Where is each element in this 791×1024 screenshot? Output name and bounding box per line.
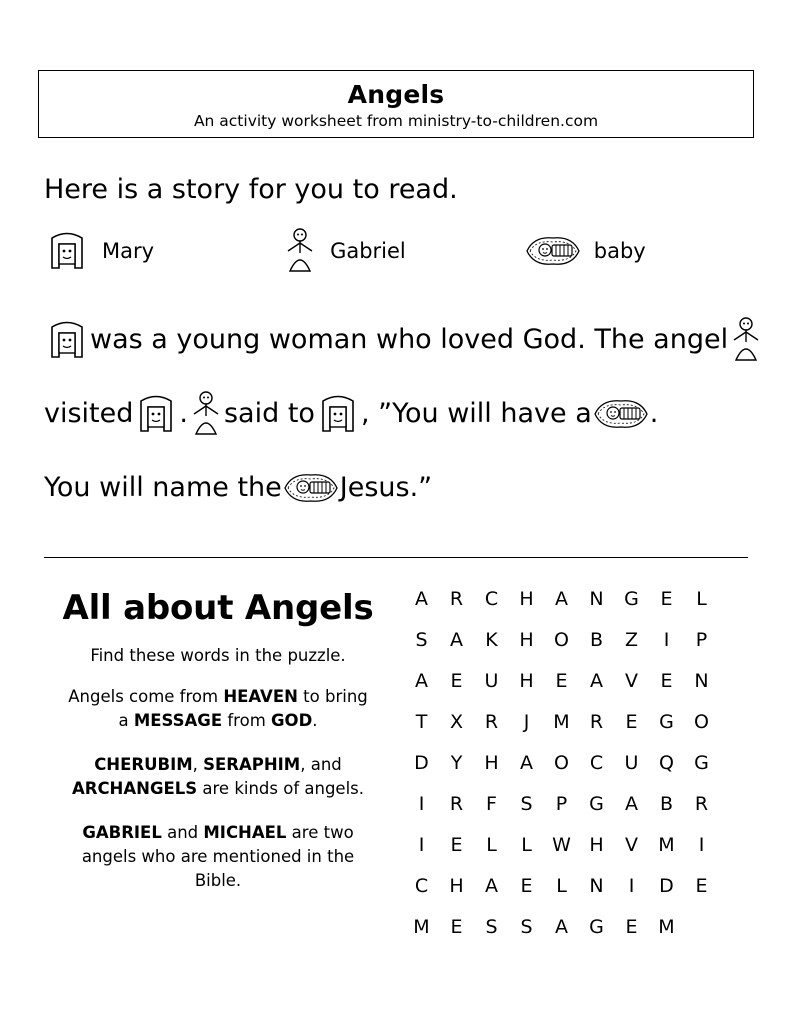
story-text-3a: You will name the bbox=[44, 471, 282, 503]
grid-cell-7-7[interactable]: G bbox=[589, 915, 604, 938]
grid-cell-3-6[interactable]: D bbox=[414, 751, 429, 774]
grid-cell-0-0[interactable]: A bbox=[415, 587, 428, 610]
grid-cell-5-3[interactable]: R bbox=[694, 792, 709, 815]
grid-cell-5-7[interactable]: L bbox=[521, 833, 532, 856]
grid-cell-5-5[interactable]: E bbox=[450, 833, 463, 856]
grid-cell-0-8[interactable]: L bbox=[696, 587, 707, 610]
grid-cell-1-4[interactable]: B bbox=[589, 628, 604, 651]
story-intro: Here is a story for you to read. bbox=[44, 174, 458, 205]
puzzle-word: MICHAEL bbox=[203, 822, 287, 842]
puzzle-word: GABRIEL bbox=[82, 822, 162, 842]
grid-cell-3-9[interactable]: A bbox=[520, 751, 533, 774]
grid-cell-1-2[interactable]: H bbox=[519, 628, 534, 651]
grid-cell-0-6[interactable]: G bbox=[624, 587, 639, 610]
grid-cell-3-8[interactable]: H bbox=[484, 751, 499, 774]
grid-cell-6-1[interactable]: M bbox=[658, 833, 675, 856]
gabriel-angel-icon bbox=[188, 390, 224, 438]
grid-cell-5-0[interactable]: G bbox=[589, 792, 604, 815]
grid-cell-4-5[interactable]: I bbox=[418, 792, 425, 815]
mary-head-icon bbox=[315, 391, 361, 437]
info-text: and bbox=[161, 822, 204, 842]
grid-cell-2-5[interactable]: E bbox=[660, 669, 673, 692]
grid-cell-0-9[interactable]: S bbox=[415, 628, 428, 651]
grid-cell-2-3[interactable]: A bbox=[590, 669, 603, 692]
info-paragraph-1 bbox=[44, 685, 392, 733]
grid-cell-2-9[interactable]: R bbox=[484, 710, 499, 733]
legend-label-gabriel: Gabriel bbox=[330, 238, 406, 263]
grid-cell-1-9[interactable]: E bbox=[450, 669, 463, 692]
info-text: . bbox=[312, 710, 318, 730]
icon-legend bbox=[44, 227, 754, 275]
info-paragraph-2 bbox=[44, 753, 392, 801]
story-line-2 bbox=[44, 377, 754, 451]
grid-cell-3-1[interactable]: M bbox=[553, 710, 570, 733]
legend-item-mary bbox=[44, 228, 154, 274]
legend-item-baby bbox=[524, 234, 646, 268]
grid-cell-3-4[interactable]: G bbox=[659, 710, 674, 733]
story-section bbox=[44, 175, 754, 525]
grid-cell-4-9[interactable]: P bbox=[555, 792, 568, 815]
baby-manger-icon bbox=[592, 397, 650, 431]
grid-cell-1-5[interactable]: Z bbox=[624, 628, 639, 651]
grid-cell-6-0[interactable]: V bbox=[625, 833, 638, 856]
puzzle-word: ARCHANGELS bbox=[71, 778, 198, 798]
word-search-grid[interactable] bbox=[404, 578, 719, 947]
grid-cell-7-9[interactable]: M bbox=[658, 915, 675, 938]
puzzle-info-column bbox=[44, 578, 392, 947]
grid-cell-6-7[interactable]: L bbox=[556, 874, 567, 897]
puzzle-word: GOD bbox=[271, 710, 313, 730]
grid-cell-3-0[interactable]: J bbox=[523, 710, 530, 733]
mary-head-icon bbox=[44, 228, 90, 274]
grid-cell-0-2[interactable]: C bbox=[484, 587, 499, 610]
header-box bbox=[38, 70, 754, 138]
grid-cell-6-9[interactable]: I bbox=[628, 874, 635, 897]
grid-cell-3-3[interactable]: E bbox=[625, 710, 638, 733]
info-text: , and bbox=[300, 754, 342, 774]
story-text-2c: said to bbox=[223, 397, 315, 429]
story-text-1: was a young woman who loved God. The angel bbox=[90, 323, 729, 355]
grid-cell-2-2[interactable]: E bbox=[555, 669, 568, 692]
grid-cell-2-0[interactable]: U bbox=[484, 669, 499, 692]
story-text-2d: , ”You will have a bbox=[360, 397, 592, 429]
grid-cell-5-1[interactable]: A bbox=[625, 792, 638, 815]
grid-cell-7-5[interactable]: S bbox=[520, 915, 533, 938]
legend-label-mary: Mary bbox=[102, 238, 155, 263]
info-text: from bbox=[222, 710, 272, 730]
info-text: , bbox=[192, 754, 204, 774]
grid-cell-7-4[interactable]: S bbox=[485, 915, 498, 938]
grid-cell-6-8[interactable]: N bbox=[589, 874, 604, 897]
grid-cell-1-3[interactable]: O bbox=[554, 628, 569, 651]
grid-cell-4-8[interactable]: S bbox=[520, 792, 533, 815]
grid-cell-0-7[interactable]: E bbox=[660, 587, 673, 610]
page-subtitle: An activity worksheet from ministry-to-children.com bbox=[193, 112, 599, 130]
grid-cell-4-1[interactable]: C bbox=[589, 751, 604, 774]
info-text: are two angels who are mentioned in the Bible. bbox=[81, 822, 355, 890]
grid-cell-4-6[interactable]: R bbox=[449, 792, 464, 815]
info-text: are kinds of angels. bbox=[197, 778, 365, 798]
story-text-2a: visited bbox=[44, 397, 134, 429]
puzzle-word: SERAPHIM bbox=[203, 754, 301, 774]
grid-cell-7-3[interactable]: E bbox=[450, 915, 463, 938]
grid-cell-1-8[interactable]: A bbox=[415, 669, 428, 692]
grid-cell-3-5[interactable]: O bbox=[694, 710, 709, 733]
grid-cell-4-7[interactable]: F bbox=[486, 792, 497, 815]
story-text-2e: . bbox=[649, 397, 659, 429]
grid-cell-7-8[interactable]: E bbox=[625, 915, 638, 938]
grid-cell-5-4[interactable]: I bbox=[418, 833, 425, 856]
gabriel-angel-icon bbox=[282, 227, 318, 275]
puzzle-word: MESSAGE bbox=[133, 710, 223, 730]
mary-head-icon bbox=[44, 317, 90, 363]
grid-cell-0-5[interactable]: N bbox=[589, 587, 604, 610]
puzzle-word: CHERUBIM bbox=[94, 754, 193, 774]
grid-cell-6-3[interactable]: C bbox=[414, 874, 429, 897]
grid-cell-2-6[interactable]: N bbox=[694, 669, 709, 692]
story-line-1 bbox=[44, 303, 754, 377]
gabriel-angel-icon bbox=[728, 316, 764, 364]
story-text-2b: . bbox=[179, 397, 188, 429]
story-text-3b: Jesus.” bbox=[339, 471, 433, 503]
grid-cell-2-4[interactable]: V bbox=[625, 669, 638, 692]
story-body bbox=[44, 303, 754, 525]
story-line-3 bbox=[44, 451, 754, 525]
grid-cell-5-2[interactable]: B bbox=[659, 792, 674, 815]
grid-cell-4-2[interactable]: U bbox=[624, 751, 639, 774]
grid-cell-5-6[interactable]: L bbox=[486, 833, 497, 856]
instruction-text: Find these words in the puzzle. bbox=[90, 646, 346, 665]
grid-cell-7-6[interactable]: A bbox=[555, 915, 568, 938]
grid-cell-6-5[interactable]: A bbox=[485, 874, 498, 897]
section-divider bbox=[44, 557, 748, 558]
grid-cell-0-3[interactable]: H bbox=[519, 587, 534, 610]
info-text: to bring a bbox=[118, 687, 368, 730]
grid-cell-6-2[interactable]: I bbox=[698, 833, 705, 856]
grid-cell-4-0[interactable]: O bbox=[554, 751, 569, 774]
grid-cell-4-4[interactable]: G bbox=[694, 751, 709, 774]
grid-cell-0-4[interactable]: A bbox=[555, 587, 568, 610]
grid-cell-2-1[interactable]: H bbox=[519, 669, 534, 692]
grid-cell-5-9[interactable]: H bbox=[589, 833, 604, 856]
grid-cell-6-4[interactable]: H bbox=[449, 874, 464, 897]
baby-manger-icon bbox=[282, 471, 340, 505]
info-paragraph-3 bbox=[44, 821, 392, 893]
grid-cell-6-6[interactable]: E bbox=[520, 874, 533, 897]
info-text: Angels come from bbox=[68, 687, 224, 706]
baby-manger-icon bbox=[524, 234, 582, 268]
grid-cell-1-7[interactable]: P bbox=[695, 628, 708, 651]
grid-cell-2-7[interactable]: T bbox=[415, 710, 428, 733]
grid-cell-2-8[interactable]: X bbox=[449, 710, 464, 733]
grid-cell-1-0[interactable]: A bbox=[450, 628, 463, 651]
grid-cell-1-1[interactable]: K bbox=[485, 628, 498, 651]
mary-head-icon bbox=[133, 391, 179, 437]
grid-cell-7-2[interactable]: M bbox=[413, 915, 430, 938]
grid-cell-5-8[interactable]: W bbox=[552, 833, 571, 856]
legend-item-gabriel bbox=[282, 227, 406, 275]
grid-cell-3-7[interactable]: Y bbox=[450, 751, 463, 774]
grid-cell-4-3[interactable]: Q bbox=[659, 751, 674, 774]
grid-cell-3-2[interactable]: R bbox=[589, 710, 604, 733]
legend-label-baby: baby bbox=[593, 238, 646, 263]
grid-cell-7-0[interactable]: D bbox=[659, 874, 674, 897]
page-title: Angels bbox=[347, 80, 445, 109]
section-heading: All about Angels bbox=[62, 588, 374, 628]
puzzle-section bbox=[44, 578, 754, 947]
puzzle-word: HEAVEN bbox=[223, 687, 298, 706]
grid-cell-1-6[interactable]: I bbox=[663, 628, 670, 651]
grid-cell-7-1[interactable]: E bbox=[695, 874, 708, 897]
grid-cell-0-1[interactable]: R bbox=[449, 587, 464, 610]
